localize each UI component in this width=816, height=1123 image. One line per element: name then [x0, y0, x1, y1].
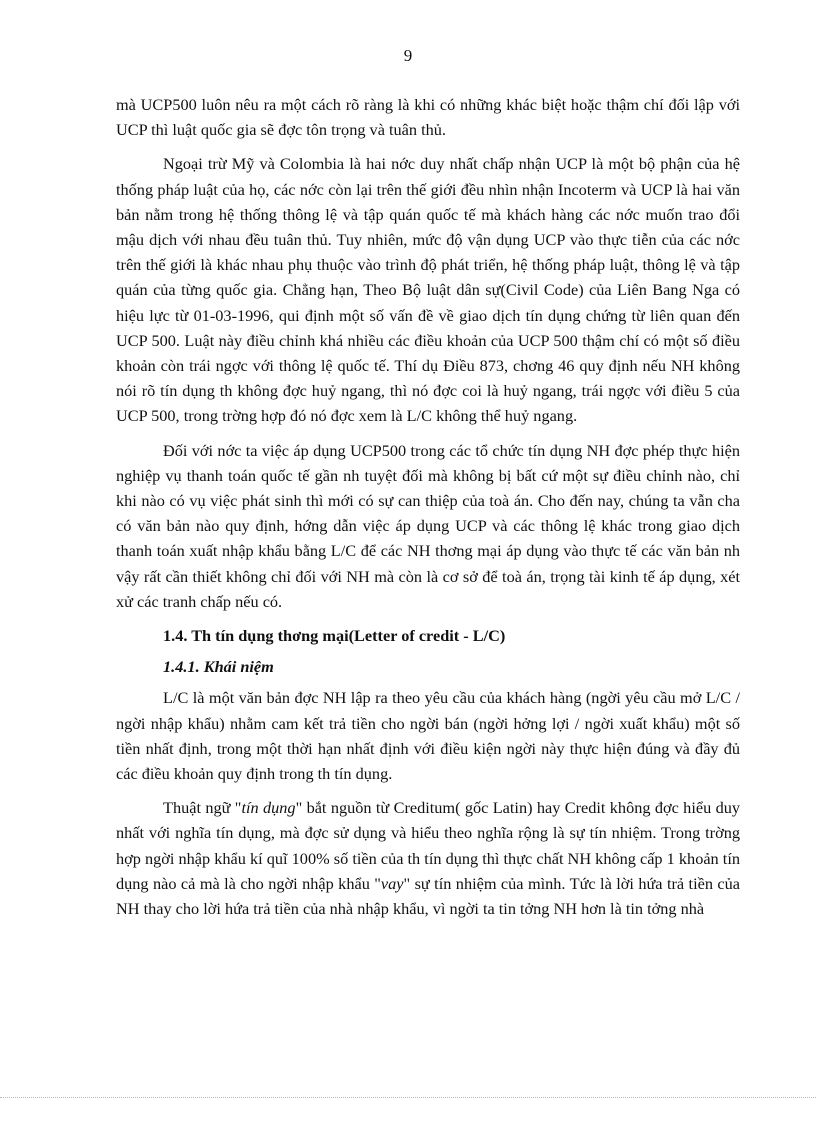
footer-divider — [0, 1097, 816, 1098]
italic-term-borrow: vay — [380, 873, 404, 893]
paragraph-credit-term — [116, 795, 740, 921]
paragraph-lc-definition: L/C là một văn bản đợc NH lập ra theo yêu cầu của khách hàng (ngời yêu cầu mở L/C / ngời nhập khẩu) nhằm cam kết trả tiền cho ngời bán (ngời hởng lợi / ngời xuất khẩu) một số tiền nhất định, trong một thời hạn nhất định với điều kiện ngời này thực hiện đúng và đầy đủ các điều khoản quy định trong th tín dụng. — [116, 688, 740, 784]
section-heading-letter-of-credit: 1.4. Th tín dụng thơng mại(Letter of credit - L/C) — [163, 626, 506, 646]
text-run: " sự tín nhiệm của mình. Tức là lời hứa trả tiền của NH thay cho lời hứa trả tiền của nhà nhập khẩu, vì ngời ta tin tởng NH hơn là tin tởng nhà — [116, 873, 740, 919]
text-run: " bắt nguồn từ Creditum( gốc Latin) hay Credit không đợc hiểu duy nhất với nghĩa tín dụng, mà đợc sử dụng và hiểu theo nghĩa rộng là sự tín nhiệm. Trong trờng hợp ngời nhập khẩu kí quĩ 100% số tiền của th tín dụng thì thực chất NH không cấp 1 khoản tín dụng nào cả mà là cho ngời nhập khẩu " — [116, 798, 740, 893]
text-run: Thuật ngữ " — [163, 798, 242, 818]
italic-term-credit: tín dụng — [241, 798, 296, 818]
paragraph-vietnam-application: Đối với nớc ta việc áp dụng UCP500 trong các tổ chức tín dụng NH đợc phép thực hiện nghiệp vụ thanh toán quốc tế gần nh tuyệt đối mà không bị bất cứ một sự điều chỉnh nào, chỉ khi nào có vụ việc phát sinh thì mới có sự can thiệp của toà án. Cho đến nay, chúng ta vẫn cha có văn bản nào quy định, hớng dẫn việc áp dụng UCP và các thông lệ khác trong giao dịch thanh toán xuất nhập khẩu bằng L/C để các NH thơng mại áp dụng vào thực tế các văn bản nh vậy rất cần thiết không chỉ đối với NH mà còn là cơ sở để toà án, trọng tài kinh tế áp dụng, xét xử các tranh chấp nếu có. — [116, 440, 740, 611]
page-number: 9 — [403, 46, 413, 65]
subsection-heading-concept: 1.4.1. Khái niệm — [163, 657, 274, 677]
paragraph-continuation: mà UCP500 luôn nêu ra một cách rõ ràng là khi có những khác biệt hoặc thậm chí đối lập với UCP thì luật quốc gia sẽ đợc tôn trọng và tuân thủ. — [116, 95, 740, 140]
paragraph-ucp-application: Ngoại trừ Mỹ và Colombia là hai nớc duy nhất chấp nhận UCP là một bộ phận của hệ thống pháp luật của họ, các nớc còn lại trên thế giới đều nhìn nhận Incoterm và UCP là hai văn bản nằm trong hệ thống thông lệ và tập quán quốc tế mà khách hàng các nớc muốn trao đổi mậu dịch với nhau đều tuân thủ. Tuy nhiên, mức độ vận dụng UCP vào thực tiễn của các nớc trên thế giới là khác nhau phụ thuộc vào trình độ phát triển, hệ thống pháp luật, thông lệ và tập quán của từng quốc gia. Chẳng hạn, Theo Bộ luật dân sự(Civil Code) của Liên Bang Nga có hiệu lực từ 01-03-1996, qui định một số vấn đề về giao dịch tín dụng chứng từ liên quan đến UCP 500. Luật này điều chỉnh khá nhiều các điều khoản của UCP 500 thậm chí có một số điều khoản còn trái ngợc với thông lệ quốc tế. Thí dụ Điều 873, chơng 46 quy định nếu NH không nói rõ tín dụng th không đợc huỷ ngang, thì nó đợc coi là huỷ ngang, trái ngợc với điều 5 của UCP 500, trong trờng hợp đó nó đợc xem là L/C không thể huỷ ngang. — [116, 154, 740, 426]
document-body — [116, 92, 740, 921]
